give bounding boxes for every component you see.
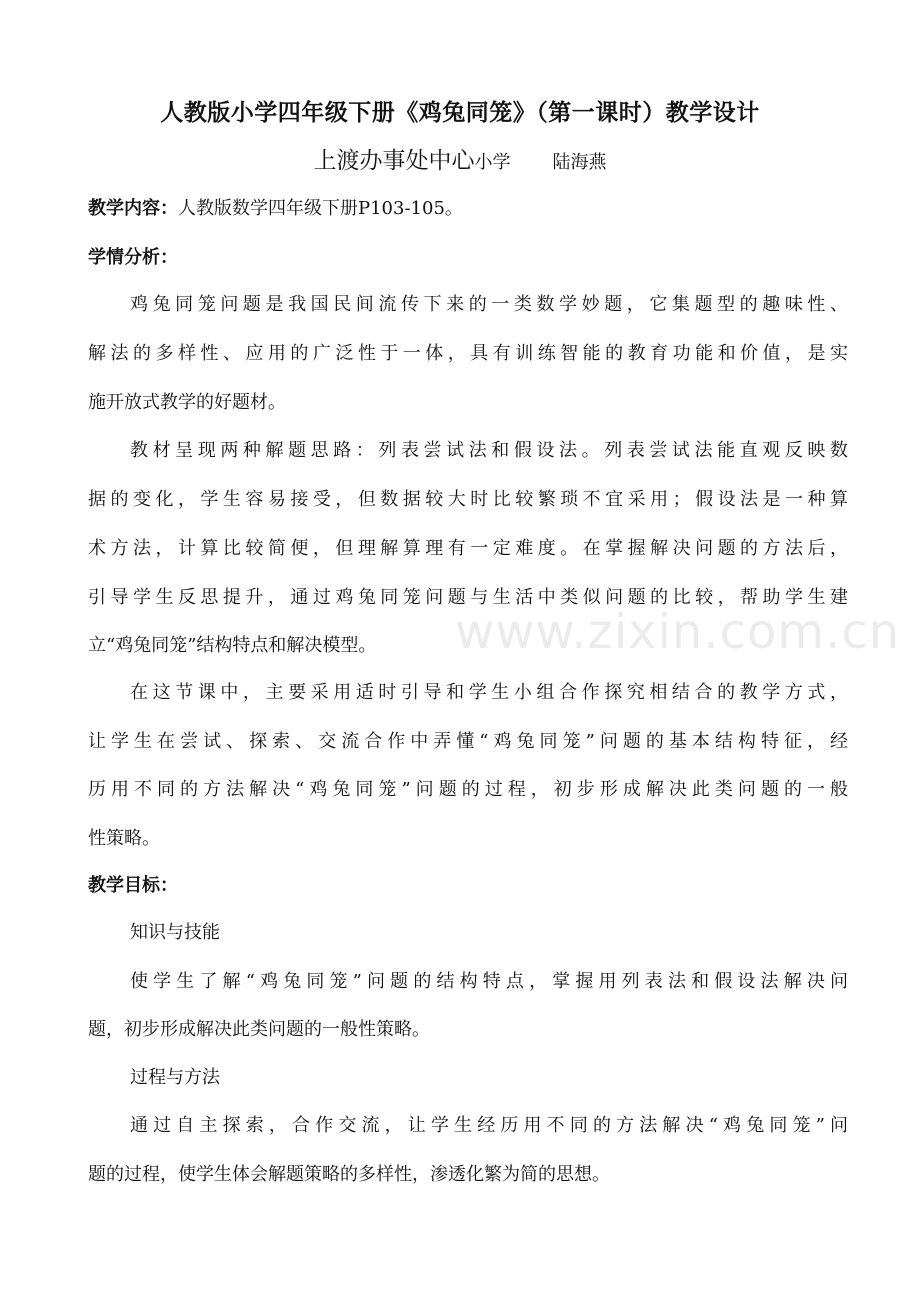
paragraph-line: 据的变化，学生容易接受，但数据较大时比较繁琐不宜采用；假设法是一种算 xyxy=(88,489,848,510)
paragraph-line: 立“鸡兔同笼”结构特点和解决模型。 xyxy=(88,635,377,656)
teaching-content-text: 人教版数学四年级下册P103-105。 xyxy=(178,198,463,219)
paragraph-line: 教材呈现两种解题思路：列表尝试法和假设法。列表尝试法能直观反映数 xyxy=(130,440,848,461)
goals-heading: 教学目标： xyxy=(88,875,178,896)
paragraph-line: 术方法，计算比较简便，但理解算理有一定难度。在掌握解决问题的方法后， xyxy=(88,538,848,559)
school-name: 上渡办事处中心 xyxy=(313,148,475,174)
paragraph-line: 引导学生反思提升，通过鸡兔同笼问题与生活中类似问题的比较，帮助学生建 xyxy=(88,587,848,608)
document-title: 人教版小学四年级下册《鸡兔同笼》（第一课时）教学设计 xyxy=(160,100,760,126)
teaching-content xyxy=(88,194,848,224)
watermark: www.zixin.com.cn xyxy=(455,604,901,660)
paragraph-line: 题的过程，使学生体会解题策略的多样性，渗透化繁为简的思想。 xyxy=(88,1164,610,1185)
teaching-content-heading: 教学内容： xyxy=(88,198,178,219)
paragraph-line: 在这节课中，主要采用适时引导和学生小组合作探究相结合的教学方式， xyxy=(130,682,848,703)
paragraph-line: 通过自主探索，合作交流，让学生经历用不同的方法解决“鸡兔同笼”问 xyxy=(130,1115,848,1136)
paragraph-line: 让学生在尝试、探索、交流合作中弄懂“鸡兔同笼”问题的基本结构特征，经 xyxy=(88,731,848,752)
paragraph-line: 题，初步形成解决此类问题的一般性策略。 xyxy=(88,1019,430,1040)
analysis-heading: 学情分析： xyxy=(88,247,178,268)
paragraph-line: 性策略。 xyxy=(88,828,160,849)
paragraph-line: 解法的多样性、应用的广泛性于一体，具有训练智能的教育功能和价值，是实 xyxy=(88,343,848,364)
paragraph-line: 使学生了解“鸡兔同笼”问题的结构特点，掌握用列表法和假设法解决问 xyxy=(130,971,848,992)
paragraph-line: 施开放式教学的好题材。 xyxy=(88,392,286,413)
goals-subheading-knowledge: 知识与技能 xyxy=(130,922,220,943)
paragraph-line: 鸡兔同笼问题是我国民间流传下来的一类数学妙题，它集题型的趣味性、 xyxy=(130,294,848,315)
author-name: 陆海燕 xyxy=(552,152,607,173)
document-byline xyxy=(0,144,920,180)
paragraph-line: 历用不同的方法解决“鸡兔同笼”问题的过程，初步形成解决此类问题的一般 xyxy=(88,779,848,800)
goals-subheading-process: 过程与方法 xyxy=(130,1067,220,1088)
school-suffix: 小学 xyxy=(474,152,511,173)
